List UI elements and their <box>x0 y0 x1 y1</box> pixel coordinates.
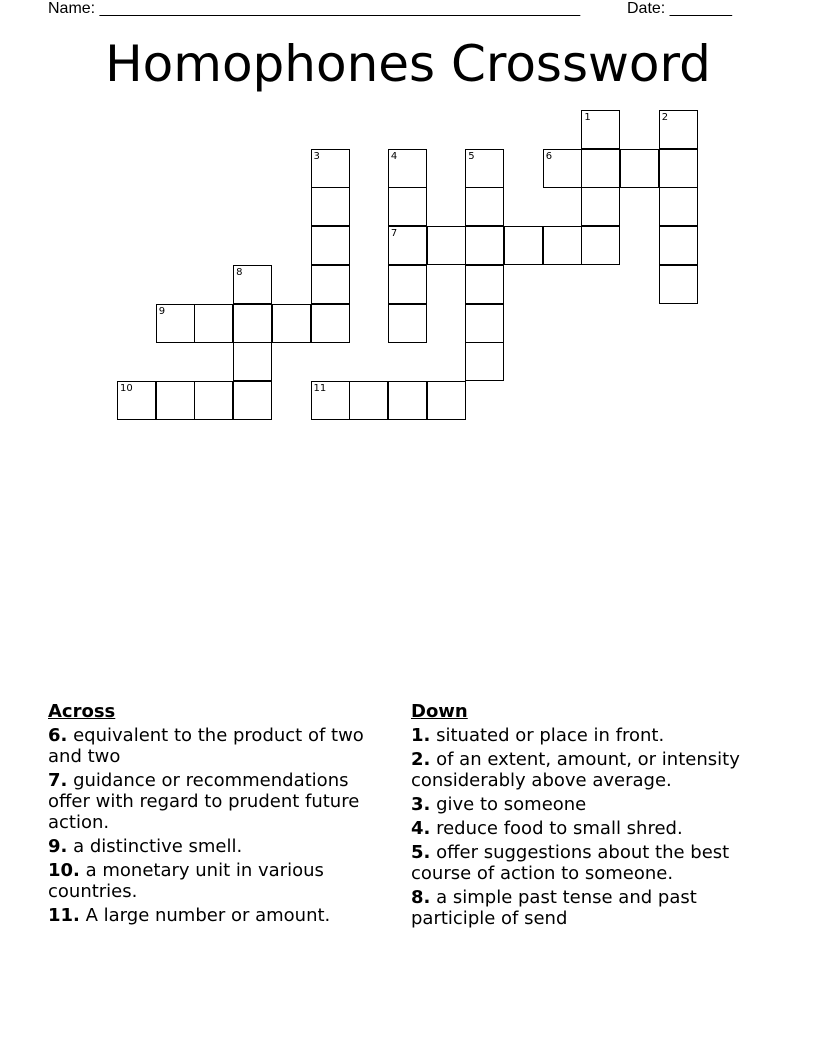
grid-cell[interactable] <box>543 149 582 188</box>
grid-cell[interactable] <box>388 381 427 420</box>
grid-cell[interactable] <box>659 187 698 226</box>
down-clue <box>411 794 781 815</box>
clue-number: 7. <box>48 770 68 791</box>
clue-number: 11. <box>48 905 80 926</box>
grid-cell[interactable] <box>311 226 350 265</box>
grid-cell[interactable] <box>388 187 427 226</box>
grid-cell[interactable] <box>117 381 156 420</box>
cell-number: 11 <box>313 382 327 394</box>
down-clue <box>411 818 781 839</box>
down-heading: Down <box>411 701 468 722</box>
across-clue <box>48 725 393 767</box>
clue-number: 5. <box>411 842 431 863</box>
grid-cell[interactable] <box>465 226 504 265</box>
clue-text: situated or place in front. <box>430 725 665 746</box>
grid-cell[interactable] <box>465 149 504 188</box>
clue-text: a simple past tense and past participle of send <box>411 887 697 929</box>
cell-number: 5 <box>468 150 475 162</box>
down-clue <box>411 887 781 929</box>
cell-number: 3 <box>313 150 320 162</box>
clue-text: give to someone <box>430 794 587 815</box>
grid-cell[interactable] <box>543 226 582 265</box>
cell-number: 10 <box>120 382 133 394</box>
grid-cell[interactable] <box>233 304 272 343</box>
grid-cell[interactable] <box>388 265 427 304</box>
clue-text: equivalent to the product of two and two <box>48 725 364 767</box>
across-clue <box>48 905 393 926</box>
grid-cell[interactable] <box>233 381 272 420</box>
down-clue <box>411 842 781 884</box>
across-heading: Across <box>48 701 116 722</box>
cell-number: 9 <box>158 305 166 317</box>
grid-cell[interactable] <box>156 381 195 420</box>
grid-cell[interactable] <box>311 187 350 226</box>
clue-number: 8. <box>411 887 431 908</box>
clue-number: 2. <box>411 749 431 770</box>
clue-text: reduce food to small shred. <box>430 818 683 839</box>
across-clues <box>48 701 393 929</box>
grid-cell[interactable] <box>659 226 698 265</box>
grid-cell[interactable] <box>504 226 543 265</box>
clue-number: 3. <box>411 794 431 815</box>
clue-text: a monetary unit in various countries. <box>48 860 324 902</box>
name-line: Name: ______________________________________________________ <box>48 0 581 17</box>
down-clues <box>411 701 781 932</box>
clue-number: 6. <box>48 725 68 746</box>
grid-cell[interactable] <box>427 381 466 420</box>
clue-text: a distinctive smell. <box>67 836 243 857</box>
cell-number: 4 <box>390 150 398 162</box>
grid-cell[interactable] <box>233 265 272 304</box>
clue-number: 9. <box>48 836 68 857</box>
down-clue <box>411 749 781 791</box>
grid-cell[interactable] <box>465 342 504 381</box>
clue-text: guidance or recommendations offer with regard to prudent future action. <box>48 770 360 833</box>
clue-number: 10. <box>48 860 80 881</box>
clue-text: offer suggestions about the best course of action to someone. <box>411 842 730 884</box>
grid-cell[interactable] <box>233 342 272 381</box>
across-clue <box>48 860 393 902</box>
cell-number: 7 <box>390 228 398 240</box>
grid-cell[interactable] <box>311 265 350 304</box>
grid-cell[interactable] <box>465 187 504 226</box>
grid-cell[interactable] <box>156 304 195 343</box>
grid-cell[interactable] <box>272 304 311 343</box>
grid-cell[interactable] <box>659 149 698 188</box>
grid-cell[interactable] <box>388 226 427 265</box>
grid-cell[interactable] <box>581 187 620 226</box>
clue-number: 1. <box>411 725 431 746</box>
grid-cell[interactable] <box>427 226 466 265</box>
cell-number: 2 <box>661 112 669 123</box>
grid-cell[interactable] <box>659 265 698 304</box>
clue-text: A large number or amount. <box>79 905 331 926</box>
grid-cell[interactable] <box>581 226 620 265</box>
across-clue <box>48 836 393 857</box>
grid-cell[interactable] <box>311 149 350 188</box>
grid-cell[interactable] <box>311 381 350 420</box>
down-clue <box>411 725 781 746</box>
page-title: Homophones Crossword <box>105 35 711 93</box>
grid-cell[interactable] <box>349 381 388 420</box>
cell-number: 6 <box>545 150 553 162</box>
crossword-grid <box>0 0 816 450</box>
cell-number: 1 <box>584 112 591 123</box>
grid-cell[interactable] <box>194 381 233 420</box>
across-clue <box>48 770 393 833</box>
grid-cell[interactable] <box>659 110 698 149</box>
grid-cell[interactable] <box>388 304 427 343</box>
grid-cell[interactable] <box>465 304 504 343</box>
grid-cell[interactable] <box>465 265 504 304</box>
grid-cell[interactable] <box>581 110 620 149</box>
grid-cell[interactable] <box>620 149 659 188</box>
grid-cell[interactable] <box>581 149 620 188</box>
grid-cell[interactable] <box>194 304 233 343</box>
date-line: Date: _______ <box>627 0 732 17</box>
cell-number: 8 <box>236 266 243 278</box>
clue-text: of an extent, amount, or intensity considerably above average. <box>411 749 740 791</box>
grid-cell[interactable] <box>388 149 427 188</box>
grid-cell[interactable] <box>311 304 350 343</box>
clue-number: 4. <box>411 818 431 839</box>
